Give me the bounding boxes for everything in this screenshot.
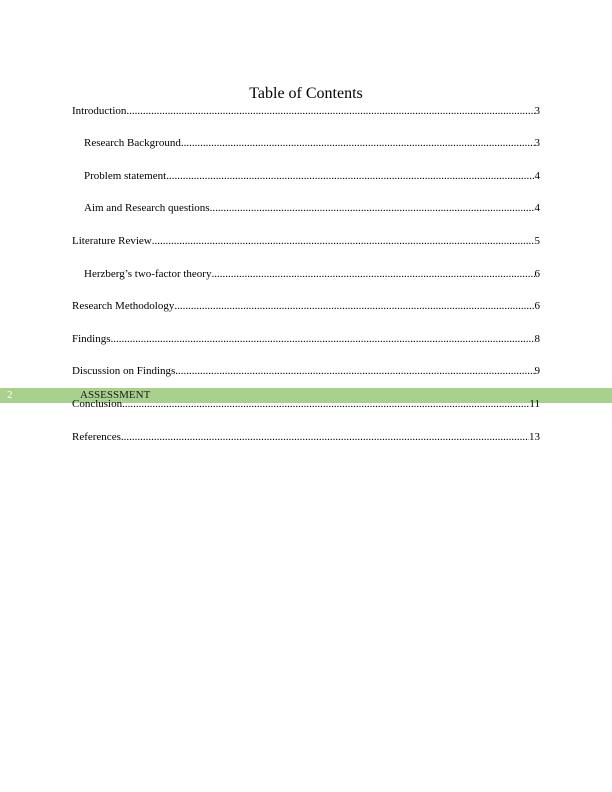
toc-entry-research-methodology[interactable]: [72, 299, 540, 313]
toc-entry-literature-review[interactable]: [72, 234, 540, 248]
toc-entry-page: 6: [534, 300, 540, 312]
toc-entry-page: 4: [534, 202, 540, 214]
toc-entry-introduction[interactable]: [72, 104, 540, 118]
toc-entry-page: 13: [529, 431, 540, 443]
toc-entry-label: References: [72, 431, 121, 443]
toc-entry-label: Research Background: [84, 137, 181, 149]
toc-dot-leader: [211, 267, 534, 281]
toc-entry-page: 5: [534, 235, 540, 247]
toc-entry-discussion[interactable]: [72, 364, 540, 378]
toc-entry-label: Literature Review: [72, 235, 152, 247]
toc-dot-leader: [210, 201, 535, 215]
toc-entry-aim-research-questions[interactable]: [84, 201, 540, 215]
toc-entry-page: 3: [534, 137, 540, 149]
toc-title: Table of Contents: [249, 85, 363, 102]
toc-dot-leader: [121, 430, 529, 444]
toc-dot-leader: [111, 332, 535, 346]
toc-entry-page: 11: [529, 398, 540, 410]
toc-entry-problem-statement[interactable]: [84, 169, 540, 183]
toc-entry-label: Problem statement: [84, 170, 167, 182]
toc-dot-leader: [166, 169, 534, 183]
toc-dot-leader: [181, 136, 535, 150]
toc-dot-leader: [122, 397, 529, 411]
toc-entry-herzberg-theory[interactable]: [84, 267, 540, 281]
toc-entry-page: 8: [534, 333, 540, 345]
toc-entry-label: Conclusion: [72, 398, 123, 410]
toc-entry-label: Discussion on Findings: [72, 365, 176, 377]
toc-dot-leader: [174, 299, 534, 313]
toc-entry-page: 3: [534, 105, 540, 117]
toc-entry-label: Research Methodology: [72, 300, 175, 312]
toc-entry-label: Introduction: [72, 105, 127, 117]
toc-entry-research-background[interactable]: [84, 136, 540, 150]
toc-entry-label: Herzberg’s two-factor theory: [84, 268, 212, 280]
running-head-title: ASSESSMENT: [80, 389, 151, 401]
toc-entry-references[interactable]: [72, 430, 540, 444]
toc-entry-findings[interactable]: [72, 332, 540, 346]
toc-entry-label: Aim and Research questions: [84, 202, 210, 214]
toc-dot-leader: [175, 364, 534, 378]
toc-dot-leader: [152, 234, 535, 248]
page-number: 2: [7, 389, 13, 401]
toc-dot-leader: [126, 104, 534, 118]
toc-entry-page: 6: [534, 268, 540, 280]
toc-entry-conclusion[interactable]: [72, 397, 540, 411]
toc-entry-label: Findings: [72, 333, 111, 345]
toc-entry-page: 9: [534, 365, 540, 377]
toc-entry-page: 4: [534, 170, 540, 182]
